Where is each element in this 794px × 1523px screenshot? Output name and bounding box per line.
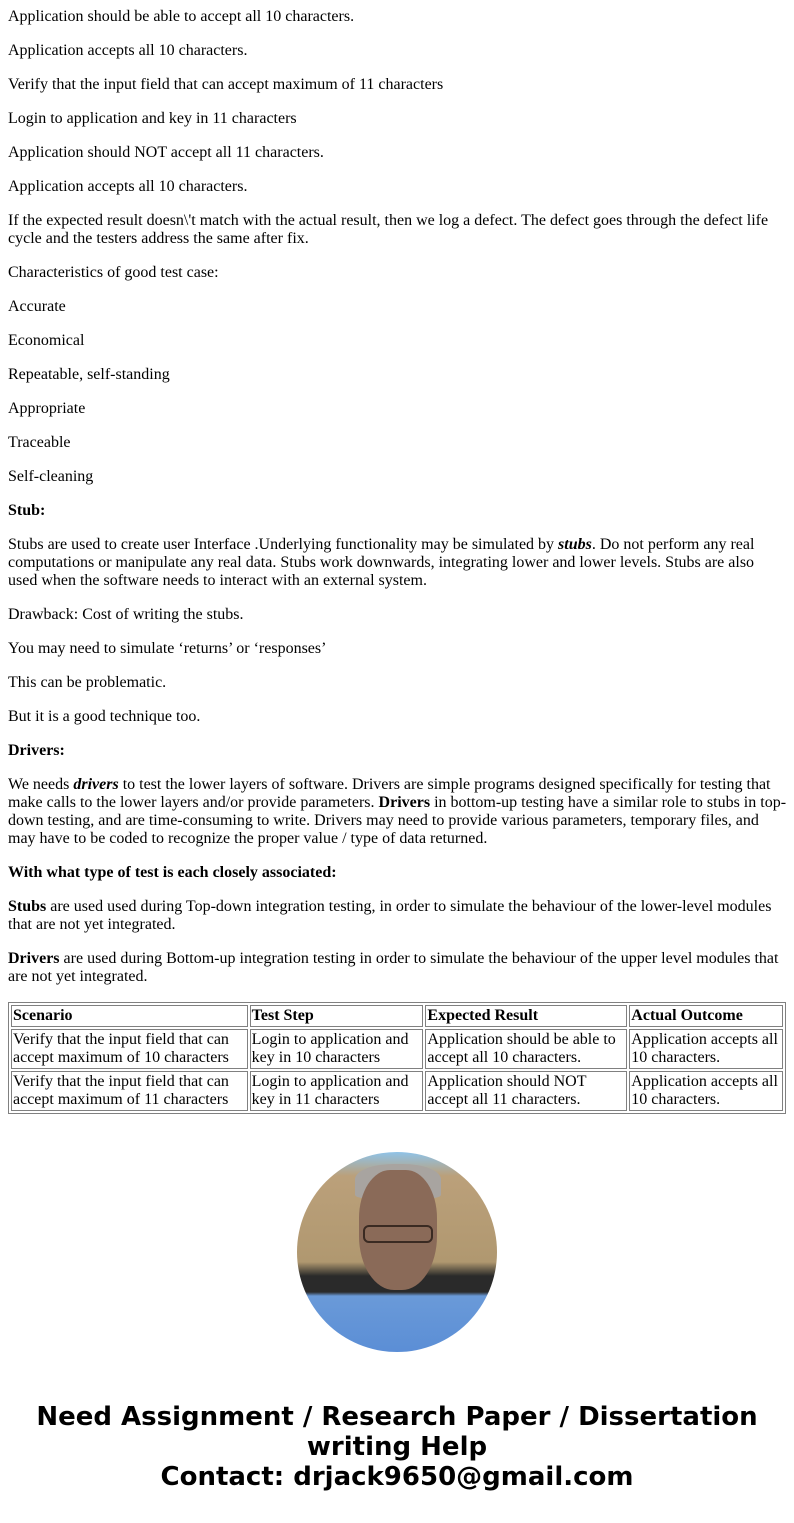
paragraph-text: Application accepts all 10 characters. — [8, 42, 248, 59]
paragraph-text: . Do not perform any real computations or manipulate any real data. Stubs work downwards, integrating lower and lower levels. Stubs are also used when the software needs to interact with an external system. — [8, 536, 755, 589]
table-cell: Verify that the input field that can accept maximum of 11 characters — [11, 1071, 248, 1111]
paragraph-text: Application should NOT accept all 11 characters. — [8, 144, 324, 161]
paragraph — [8, 42, 786, 60]
emphasized-text: With what type of test is each closely associated: — [8, 864, 337, 881]
paragraph-text: Login to application and key in 11 characters — [8, 110, 297, 127]
paragraph-text: are used during Bottom-up integration testing in order to simulate the behaviour of the upper level modules that are not yet integrated. — [8, 950, 779, 985]
paragraph-text: If the expected result doesn\'t match with the actual result, then we log a defect. The defect goes through the defect life cycle and the testers address the same after fix. — [8, 212, 769, 247]
paragraph — [8, 400, 786, 418]
paragraph — [8, 606, 786, 624]
paragraph-text: This can be problematic. — [8, 674, 167, 691]
paragraph — [8, 708, 786, 726]
paragraph-text: are used used during Top-down integration testing, in order to simulate the behaviour of the lower-level modules that are not yet integrated. — [8, 898, 772, 933]
test-case-table — [8, 1002, 786, 1114]
paragraph — [8, 742, 786, 760]
paragraph-text: Application should be able to accept all 10 characters. — [8, 8, 355, 25]
table-row — [11, 1029, 783, 1069]
emphasized-text: drivers — [73, 776, 119, 793]
paragraph-text: Stubs are used to create user Interface .Underlying functionality may be simulated by — [8, 536, 559, 553]
paragraph — [8, 674, 786, 692]
contact-banner — [8, 1402, 786, 1492]
table-cell: Login to application and key in 10 characters — [250, 1029, 424, 1069]
paragraph-text: in bottom-up testing have a similar role to stubs in top-down testing, and are time-consuming to write. Drivers may need to provide various parameters, temporary files, and may have to be coded to recognize the proper value / type of data returned. — [8, 794, 787, 847]
paragraph — [8, 144, 786, 162]
paragraph-text: We needs — [8, 776, 74, 793]
avatar-glasses — [363, 1225, 433, 1243]
paragraph — [8, 298, 786, 316]
table-row — [11, 1071, 783, 1111]
column-header: Test Step — [250, 1005, 424, 1027]
paragraph — [8, 264, 786, 282]
table-cell: Application should NOT accept all 11 characters. — [425, 1071, 627, 1111]
paragraph — [8, 332, 786, 350]
paragraph — [8, 212, 786, 248]
paragraph-text: Repeatable, self-standing — [8, 366, 170, 383]
paragraph — [8, 468, 786, 486]
table-cell: Verify that the input field that can accept maximum of 10 characters — [11, 1029, 248, 1069]
column-header: Scenario — [11, 1005, 248, 1027]
paragraph-text: Traceable — [8, 434, 71, 451]
emphasized-text: stubs — [558, 536, 592, 553]
paragraph-text: Characteristics of good test case: — [8, 264, 219, 281]
paragraph — [8, 640, 786, 658]
table-cell: Application accepts all 10 characters. — [629, 1071, 783, 1111]
paragraph-text: Economical — [8, 332, 85, 349]
emphasized-text: Drivers: — [8, 742, 65, 759]
paragraph-text: Verify that the input field that can accept maximum of 11 characters — [8, 76, 444, 93]
column-header: Expected Result — [425, 1005, 627, 1027]
paragraph-text: Application accepts all 10 characters. — [8, 178, 248, 195]
paragraph — [8, 434, 786, 452]
help-headline: Need Assignment / Research Paper / Dissertation writing Help — [36, 1402, 758, 1462]
table-header-row — [11, 1005, 783, 1027]
contact-email: Contact: drjack9650@gmail.com — [160, 1462, 634, 1492]
paragraph — [8, 76, 786, 94]
paragraph — [8, 776, 786, 848]
paragraph — [8, 110, 786, 128]
paragraph-text: Drawback: Cost of writing the stubs. — [8, 606, 244, 623]
paragraph — [8, 178, 786, 196]
paragraph-text: Appropriate — [8, 400, 86, 417]
table-cell: Application should be able to accept all 10 characters. — [425, 1029, 627, 1069]
paragraph — [8, 898, 786, 934]
document-body — [8, 8, 786, 986]
emphasized-text: Drivers — [378, 794, 431, 811]
paragraph-text: Self-cleaning — [8, 468, 94, 485]
paragraph — [8, 536, 786, 590]
emphasized-text: Stubs — [8, 898, 47, 915]
emphasized-text: Drivers — [8, 950, 60, 967]
column-header: Actual Outcome — [629, 1005, 783, 1027]
paragraph — [8, 502, 786, 520]
paragraph-text: to test the lower layers of software. Drivers are simple programs designed specifically for testing that make calls to the lower layers and/or provide parameters. — [8, 776, 771, 811]
paragraph — [8, 864, 786, 882]
paragraph-text: But it is a good technique too. — [8, 708, 201, 725]
paragraph-text: You may need to simulate ‘returns’ or ‘responses’ — [8, 640, 327, 657]
table-cell: Application accepts all 10 characters. — [629, 1029, 783, 1069]
paragraph — [8, 950, 786, 986]
paragraph — [8, 8, 786, 26]
emphasized-text: Stub: — [8, 502, 46, 519]
paragraph-text: Accurate — [8, 298, 66, 315]
author-avatar — [297, 1152, 497, 1352]
paragraph — [8, 366, 786, 384]
table-cell: Login to application and key in 11 characters — [250, 1071, 424, 1111]
